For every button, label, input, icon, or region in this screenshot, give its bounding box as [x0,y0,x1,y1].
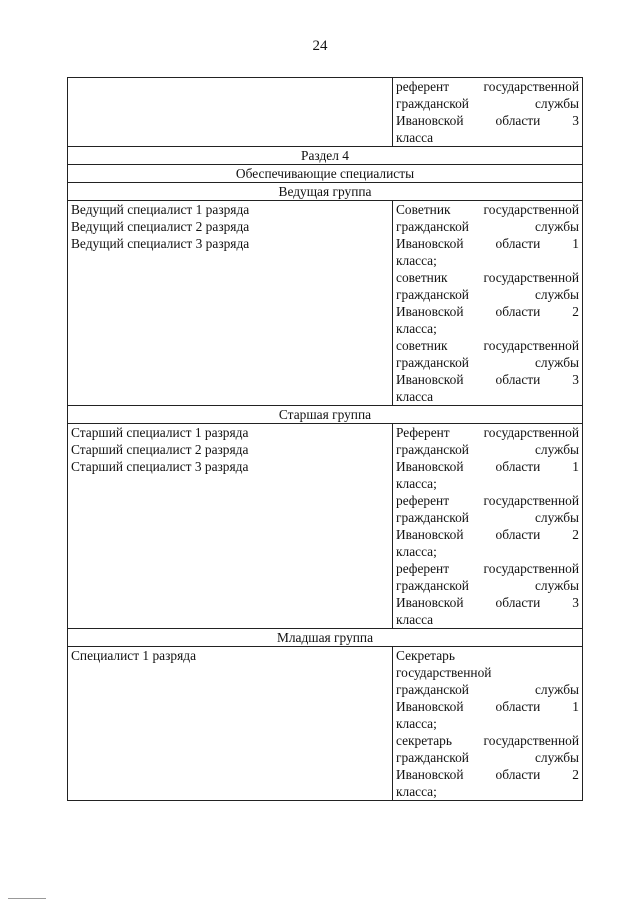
group-title-row [68,629,583,647]
class-rank-line: класса [396,130,434,145]
position-line: Ведущий специалист 2 разряда [71,219,250,234]
class-rank-line: Советник государственной [396,202,579,217]
group-title-row [68,183,583,201]
class-rank-line: гражданской службы [396,578,579,593]
class-rank-line: гражданской службы [396,219,579,234]
class-rank-line: Ивановской области 3 [396,113,579,128]
class-rank-line: гражданской службы [396,682,579,697]
class-rank-line: гражданской службы [396,510,579,525]
class-rank-line: класса; [396,321,437,336]
group-title-senior: Старшая группа [68,406,583,424]
class-rank-line: советник государственной [396,338,579,353]
class-rank-line: Ивановской области 3 [396,372,579,387]
class-ranks-cell [393,424,583,629]
class-rank-line: гражданской службы [396,96,579,111]
position-line: Специалист 1 разряда [71,648,197,663]
group-title-row [68,406,583,424]
section-title: Раздел 4 [68,147,583,165]
class-rank-line: Референт государственной [396,425,579,440]
class-rank-line: класса; [396,476,437,491]
class-rank-line: Ивановской области 2 [396,767,579,782]
positions-cell [68,647,393,801]
class-rank-line: гражданской службы [396,287,579,302]
category-title: Обеспечивающие специалисты [68,165,583,183]
top-row-left-cell [68,78,393,147]
category-row [68,165,583,183]
class-rank-line: класса; [396,716,437,731]
group-title-leading: Ведущая группа [68,183,583,201]
class-rank-line: класса [396,389,434,404]
class-rank-line: Ивановской области 3 [396,595,579,610]
class-rank-line: референт государственной [396,561,579,576]
class-rank-line: Ивановской области 1 [396,236,579,251]
class-ranks-cell [393,647,583,801]
section-row [68,147,583,165]
class-rank-line: Ивановской области 1 [396,699,579,714]
class-rank-line: класса [396,612,434,627]
positions-cell [68,201,393,406]
position-line: Старший специалист 1 разряда [71,425,249,440]
group-body-row [68,647,583,801]
position-line: Ведущий специалист 3 разряда [71,236,250,251]
class-rank-line: Ивановской области 1 [396,459,579,474]
position-line: Старший специалист 2 разряда [71,442,249,457]
class-rank-line: гражданской службы [396,442,579,457]
class-rank-line: класса; [396,253,437,268]
class-rank-line: гражданской службы [396,355,579,370]
class-ranks-cell [393,201,583,406]
position-line: Старший специалист 3 разряда [71,459,249,474]
class-rank-line: Секретарь [396,648,455,663]
scan-edge-mark [8,898,46,899]
group-title-junior: Младшая группа [68,629,583,647]
class-rank-line: Ивановской области 2 [396,527,579,542]
class-rank-line: класса; [396,544,437,559]
class-rank-line: гражданской службы [396,750,579,765]
class-rank-line: референт государственной [396,493,579,508]
group-body-row [68,424,583,629]
class-rank-line: класса; [396,784,437,799]
class-rank-line: государственной [396,665,492,680]
class-rank-line: секретарь государственной [396,733,579,748]
top-row-right-cell [393,78,583,147]
position-line: Ведущий специалист 1 разряда [71,202,250,217]
class-rank-line: советник государственной [396,270,579,285]
group-body-row [68,201,583,406]
class-rank-line: референт государственной [396,79,579,94]
ranks-table [67,77,583,801]
page-number: 24 [312,38,328,54]
positions-cell [68,424,393,629]
class-rank-line: Ивановской области 2 [396,304,579,319]
table-row-top [68,78,583,147]
